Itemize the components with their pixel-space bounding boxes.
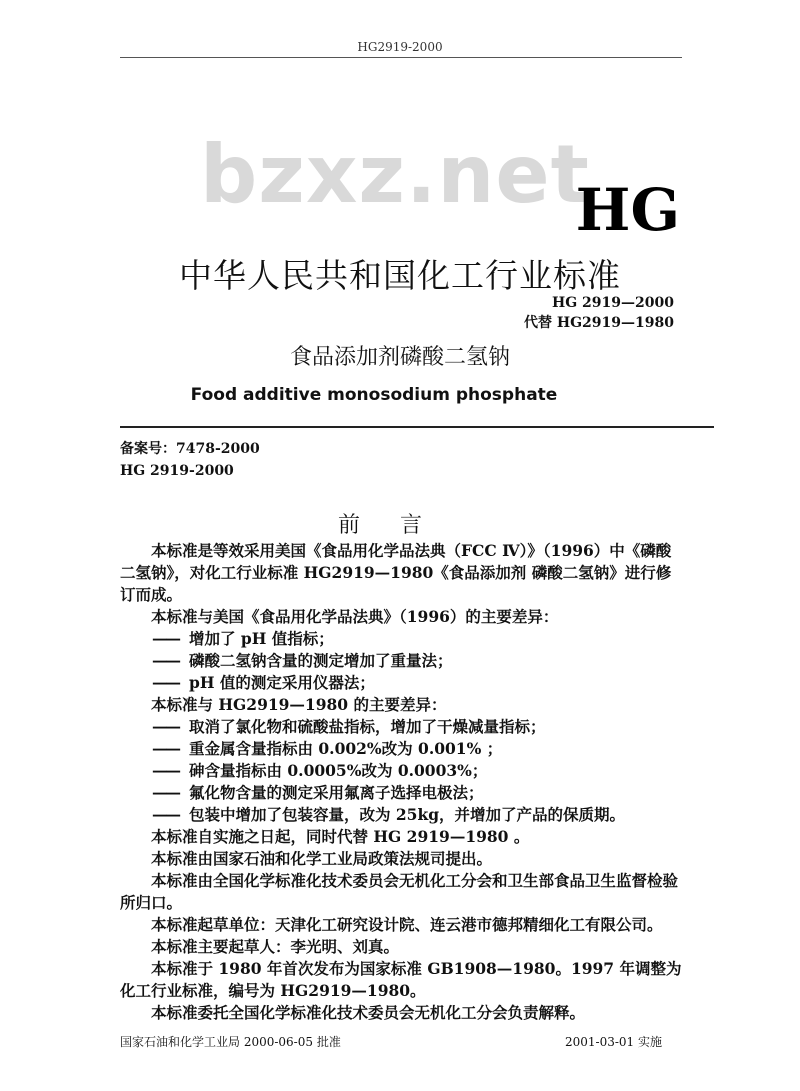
foreword-heading: 前言 bbox=[337, 513, 462, 538]
dash-list-item: —— 取消了氯化物和硫酸盐指标，增加了干燥减量指标； bbox=[120, 716, 682, 738]
dash-list-item: —— 重金属含量指标由 0.002%改为 0.001% ； bbox=[120, 738, 682, 760]
dash-list-item: —— pH 值的测定采用仪器法； bbox=[120, 672, 682, 694]
standard-code: HG 2919-2000 bbox=[120, 463, 234, 479]
registration-block bbox=[120, 438, 260, 482]
standard-name-cn: 食品添加剂磷酸二氢钠 bbox=[289, 345, 510, 370]
foreword-paragraph: 本标准自实施之日起，同时代替 HG 2919—1980 。 bbox=[151, 827, 530, 846]
foreword-paragraph: 本标准与 HG2919—1980 的主要差异： bbox=[151, 695, 447, 714]
foreword-paragraph: 本标准起草单位：天津化工研究设计院、连云港市德邦精细化工有限公司。 bbox=[151, 915, 663, 934]
foreword-paragraph: 本标准是等效采用美国《食品用化学品法典（FCC Ⅳ）》（1996）中《磷酸二氢钠》，对化工行业标准 HG2919—1980《食品添加剂 磷酸二氢钠》进行修订而成。 bbox=[120, 541, 672, 604]
foreword-body bbox=[120, 540, 682, 1024]
dash-list-item: —— 增加了 pH 值指标； bbox=[120, 628, 682, 650]
foreword-paragraph: 本标准由国家石油和化学工业局政策法规司提出。 bbox=[151, 849, 493, 868]
dash-list-item: —— 砷含量指标由 0.0005%改为 0.0003%； bbox=[120, 760, 682, 782]
foreword-paragraph: 本标准主要起草人：李光明、刘真。 bbox=[151, 937, 400, 956]
foreword-paragraph: 本标准与美国《食品用化学品法典》（1996）的主要差异： bbox=[151, 607, 559, 626]
header-divider bbox=[120, 57, 682, 58]
document-title: 中华人民共和国化工行业标准 bbox=[179, 256, 621, 295]
foreword-paragraph: 本标准由全国化学标准化技术委员会无机化工分会和卫生部食品卫生监督检验所归口。 bbox=[120, 871, 679, 912]
issue-info: 国家石油和化学工业局 2000-06-05 批准 bbox=[120, 1035, 341, 1049]
foreword-paragraph: 本标准委托全国化学标准化技术委员会无机化工分会负责解释。 bbox=[151, 1003, 586, 1022]
standard-number-block bbox=[524, 293, 674, 333]
effective-date: 2001-03-01 实施 bbox=[564, 1035, 662, 1049]
hg-logo: HG bbox=[575, 176, 680, 244]
dash-list-item: —— 磷酸二氢钠含量的测定增加了重量法； bbox=[120, 650, 682, 672]
watermark: bzxz.net bbox=[200, 128, 590, 221]
standard-number: HG 2919—2000 bbox=[552, 295, 674, 311]
replaces-standard: 代替 HG2919—1980 bbox=[524, 315, 674, 331]
record-number: 备案号：7478-2000 bbox=[120, 441, 260, 457]
dash-list-item: —— 氟化物含量的测定采用氟离子选择电极法； bbox=[120, 782, 682, 804]
dash-list-item: —— 包装中增加了包装容量，改为 25kg，并增加了产品的保质期。 bbox=[120, 804, 682, 826]
running-head: HG2919-2000 bbox=[357, 40, 443, 54]
title-divider bbox=[120, 426, 714, 428]
foreword-paragraph: 本标准于 1980 年首次发布为国家标准 GB1908—1980。1997 年调整为化工行业标准，编号为 HG2919—1980。 bbox=[120, 959, 682, 1000]
standard-name-en: Food additive monosodium phosphate bbox=[190, 385, 558, 405]
